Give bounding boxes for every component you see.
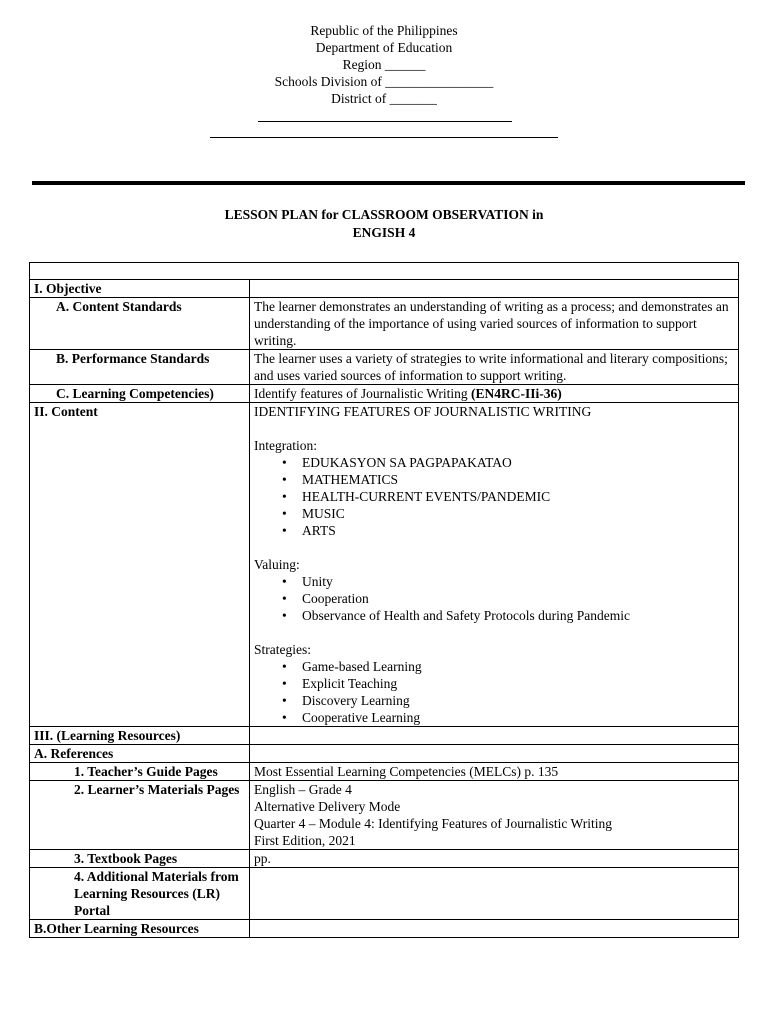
strategies-label: Strategies: [254,642,311,657]
table-row [30,263,739,280]
references-empty-cell [250,745,739,763]
list-item: • Game-based Learning [302,658,734,675]
header-district: District of _______ [331,91,437,106]
list-item: • Observance of Health and Safety Protocols during Pandemic [302,607,734,624]
learning-competencies-label: C. Learning Competencies) [56,386,214,401]
learners-materials-line: Alternative Delivery Mode [254,799,401,814]
integration-label: Integration: [254,438,317,453]
table-row [30,403,739,727]
table-row [30,385,739,403]
list-item: • HEALTH-CURRENT EVENTS/PANDEMIC [302,488,734,505]
list-item: • EDUKASYON SA PAGPAPAKATAO [302,454,734,471]
table-top-row [30,263,739,280]
learning-competencies-cell-text [250,385,739,403]
other-learning-resources-label: B.Other Learning Resources [30,920,250,938]
table-row [30,280,739,298]
list-item: • ARTS [302,522,734,539]
list-item: • Cooperation [302,590,734,607]
header-divider [32,181,745,185]
table-row [30,920,739,938]
table-row [30,298,739,350]
references-label: A. References [30,745,250,763]
list-item: • Cooperative Learning [302,709,734,726]
textbook-pages-label: 3. Textbook Pages [30,850,250,868]
learners-materials-label: 2. Learner’s Materials Pages [30,781,250,850]
list-item: • Discovery Learning [302,692,734,709]
additional-materials-label: 4. Additional Materials from Learning Resources (LR) Portal [30,868,250,920]
performance-standards-text: The learner uses a variety of strategies to write informational and literary compositions; and uses varied sources of information to support writing. [250,350,739,385]
table-row [30,868,739,920]
learning-competencies-text: Identify features of Journalistic Writing [254,386,472,401]
objective-empty-cell [250,280,739,298]
objective-heading: I. Objective [30,280,250,298]
valuing-list [254,573,734,624]
learners-materials-line: English – Grade 4 [254,782,352,797]
lesson-plan-table [29,262,739,938]
content-standards-label: A. Content Standards [30,298,250,350]
header-department: Department of Education [315,40,453,55]
teachers-guide-label: 1. Teacher’s Guide Pages [30,763,250,781]
school-name-blank-line [258,121,512,122]
learning-competencies-cell [30,385,250,403]
content-heading: II. Content [30,403,250,727]
header-region: Region ______ [342,57,426,72]
list-item: • MATHEMATICS [302,471,734,488]
learning-resources-heading: III. (Learning Resources) [30,727,250,745]
table-row [30,850,739,868]
table-row [30,350,739,385]
learning-resources-empty-cell [250,727,739,745]
learning-competencies-code: (EN4RC-IIi-36) [471,386,562,401]
strategies-list [254,658,734,726]
learners-materials-details [250,781,739,850]
content-details [250,403,739,727]
content-topic: IDENTIFYING FEATURES OF JOURNALISTIC WRITING [254,404,592,419]
address-blank-line [210,137,558,138]
list-item: • Explicit Teaching [302,675,734,692]
valuing-label: Valuing: [254,557,300,572]
table-row [30,781,739,850]
teachers-guide-text: Most Essential Learning Competencies (MELCs) p. 135 [250,763,739,781]
additional-materials-empty-cell [250,868,739,920]
performance-standards-label: B. Performance Standards [30,350,250,385]
table-row [30,763,739,781]
document-title: LESSON PLAN for CLASSROOM OBSERVATION in [224,207,544,222]
table-row [30,727,739,745]
learners-materials-line: First Edition, 2021 [254,833,356,848]
list-item: • MUSIC [302,505,734,522]
content-standards-text: The learner demonstrates an understanding of writing as a process; and demonstrates an understanding of the importance of using varied sources of information to support writing. [250,298,739,350]
textbook-pages-text: pp. [250,850,739,868]
learners-materials-line: Quarter 4 – Module 4: Identifying Features of Journalistic Writing [254,816,613,831]
table-row [30,745,739,763]
other-learning-resources-empty-cell [250,920,739,938]
document-subtitle: ENGISH 4 [352,225,416,240]
integration-list [254,454,734,539]
header-division: Schools Division of ________________ [274,74,494,89]
list-item: • Unity [302,573,734,590]
header-republic: Republic of the Philippines [310,23,458,38]
